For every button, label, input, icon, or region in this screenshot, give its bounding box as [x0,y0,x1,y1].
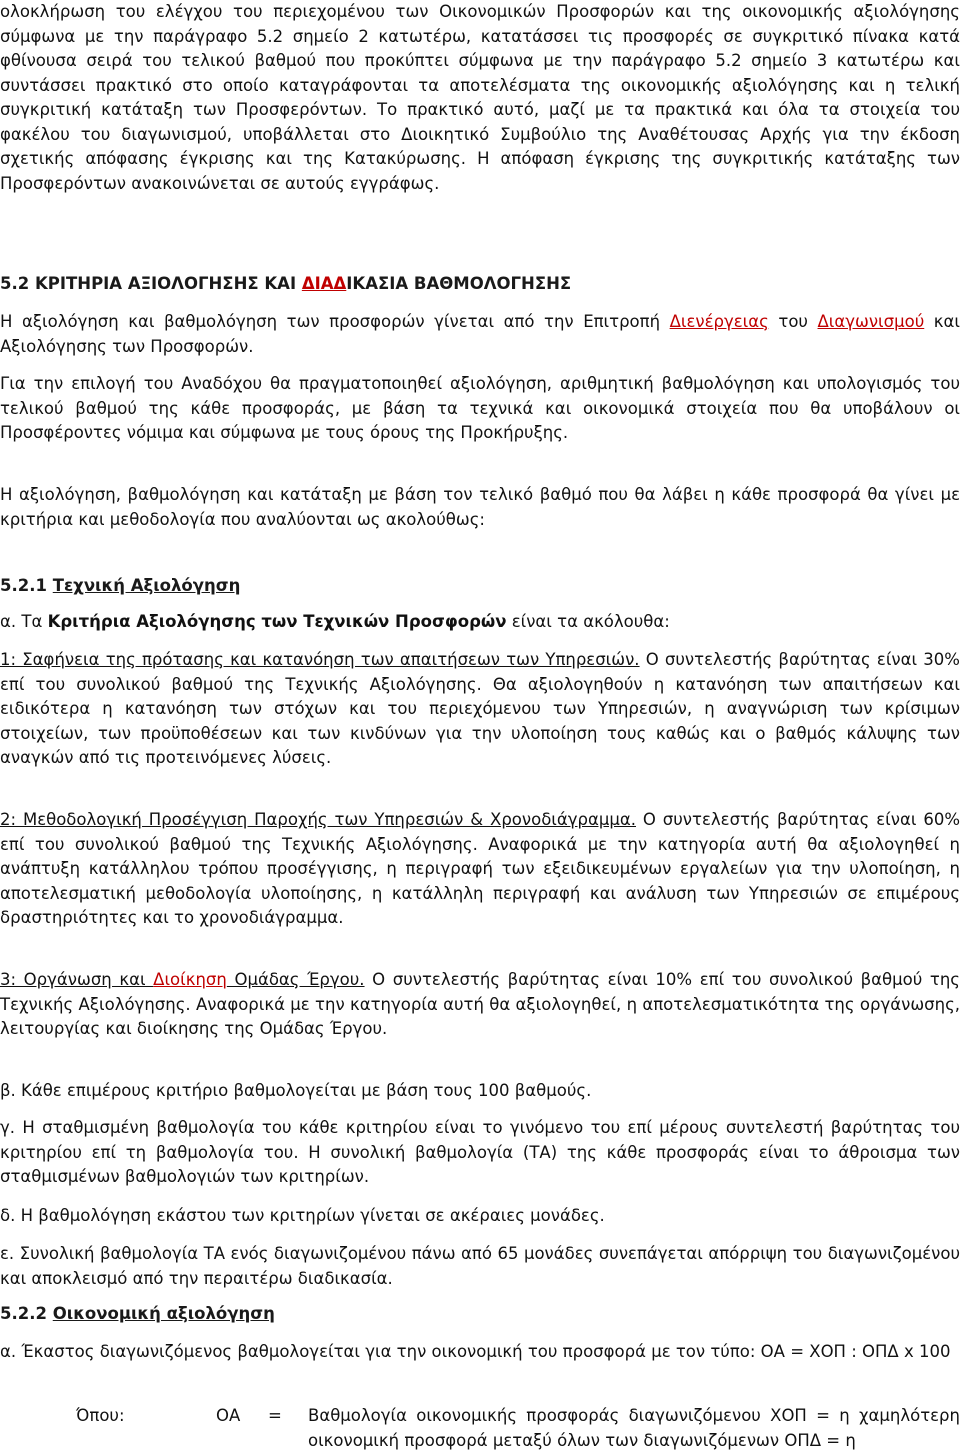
subsection-number: 5.2.1 [0,576,47,595]
section-title-part2: ΙΚΑΣΙΑ ΒΑΘΜΟΛΟΓΗΣΗΣ [346,274,572,293]
p1-text-a: Η αξιολόγηση και βαθμολόγηση των προσφορών γίνεται από την Επιτροπή [0,312,670,331]
section-5-2-paragraph-3: Η αξιολόγηση, βαθμολόγηση και κατάταξη με βάση τον τελικό βαθμό που θα λάβει η κάθε προσφορά θα γίνει με κριτήρια και μεθοδολογία που αναλύονται ως ακολούθως: [0,485,960,529]
criterion-3-text: Ο συντελεστής βαρύτητας είναι 10% επί του συνολικού βαθμού της Τεχνικής Αξιολόγησης. Αναφορικά με την κατηγορία αυτή θα αξιολογηθεί, η αποτελεσματικότητα της οργάνωσης, λειτουργίας και διοίκησης της Ομάδας Έργου. [0,970,960,1038]
section-5-2-paragraph-2: Για την επιλογή του Αναδόχου θα πραγματοποιηθεί αξιολόγηση, αριθμητική βαθμολόγηση και υπολογισμός του τελικού βαθμού της κάθε προσφοράς, με βάση τα τεχνικά και οικονομικά στοιχεία που θα υποβάλουν οι Προσφέροντες νόμιμα και σύμφωνα με τους όρους της Προκήρυξης. [0,374,960,442]
technical-criteria-intro [0,610,960,635]
intro-paragraph: ολοκλήρωση του ελέγχου του περιεχομένου των Οικονομικών Προσφορών και της οικονομικής αξιολόγησης σύμφωνα με την παράγραφο 5.2 σημείο 2 κατωτέρω, κατατάσσει τις προσφορές σε συγκριτικό πίνακα κατά φθίνουσα σειρά του τελικού βαθμού που προκύπτει σύμφωνα με την παράγραφο 5.2 σημείο 3 κατωτέρω και συντάσσει πρακτικό στο οποίο καταγράφονται τα αποτελέσματα της οικονομικής αξιολόγησης και η τελική συγκριτική κατάταξη των Προσφερόντων. Το πρακτικό αυτό, μαζί με τα πρακτικά και όλα τα στοιχεία του φακέλου του διαγωνισμού, υποβάλλεται στο Διοικητικό Συμβούλιο της Αναθέτουσας Αρχής για την έκδοση σχετικής απόφασης έγκρισης και της Κατακύρωσης. Η απόφαση έγκρισης της συγκριτικής κατάταξης των Προσφερόντων ανακοινώνεται σε αυτούς εγγράφως. [0,2,960,193]
criteria-intro-bold: Κριτήρια Αξιολόγησης των Τεχνικών Προσφορών [47,612,507,631]
criterion-3-title-b: Ομάδας Έργου. [226,970,365,989]
criteria-intro-prefix: α. Τα [0,612,48,631]
section-number: 5.2 [0,274,30,293]
p1-text-e: και Αξιολόγησης των Προσφορών. [0,312,960,356]
item-e: ε. Συνολική βαθμολογία ΤΑ ενός διαγωνιζομένου πάνω από 65 μονάδες συνεπάγεται απόρριψη του διαγωνιζομένου και αποκλεισμό από την περαιτέρω διαδικασία. [0,1244,960,1288]
subsection-number: 5.2.2 [0,1304,47,1323]
p1-highlight-b: Διενέργειας [669,312,769,331]
p1-highlight-d: Διαγωνισμού [817,312,925,331]
criterion-1 [0,648,960,771]
criterion-3-title-highlight: Διοίκηση [153,970,227,989]
subsection-title: Οικονομική αξιολόγηση [52,1304,275,1323]
where-label: Όπου: [76,1406,125,1425]
section-title-highlight: ΔΙΑΔ [301,274,347,293]
formula-definitions [0,1404,960,1453]
where-equals: = [268,1406,282,1425]
section-5-2-2-heading [0,1302,960,1327]
economic-formula-paragraph: α. Έκαστος διαγωνιζόμενος βαθμολογείται για την οικονομική του προσφορά με τον τύπο: ΟΑ = ΧΟΠ : ΟΠΔ x 100 [0,1342,951,1361]
where-definition: Βαθμολογία οικονομικής προσφοράς διαγωνιζόμενου ΧΟΠ = η χαμηλότερη οικονομική προσφορά μεταξύ όλων των διαγωνιζόμενων ΟΠΔ = η [308,1406,960,1450]
criterion-3 [0,968,960,1042]
where-symbol: ΟΑ [216,1406,241,1425]
section-title-part1: ΚΡΙΤΗΡΙΑ ΑΞΙΟΛΟΓΗΣΗΣ ΚΑΙ [34,274,302,293]
section-5-2-heading [0,272,960,297]
criterion-2-text: Ο συντελεστής βαρύτητας είναι 60% επί του συνολικού βαθμού της Τεχνικής Αξιολόγησης. Αναφορικά με την κατηγορία αυτή θα αξιολογηθεί η ανάπτυξη κατάλληλου τρόπου προσέγγισης, η περιγραφή των εξειδικευμένων εργαλείων για την υλοποίηση, η αποτελεσματική μεθοδολογία υλοποίησης, η κατάλληλη περιγραφή και ανάλυση των Υπηρεσιών σε επιμέρους δραστηριότητες και το χρονοδιάγραμμα. [0,810,960,927]
criterion-3-title-a: 3: Οργάνωση και [0,970,154,989]
criterion-2-title: 2: Μεθοδολογική Προσέγγιση Παροχής των Υπηρεσιών & Χρονοδιάγραμμα. [0,810,636,829]
subsection-title: Τεχνική Αξιολόγηση [52,576,241,595]
criterion-1-title: 1: Σαφήνεια της πρότασης και κατανόηση των απαιτήσεων των Υπηρεσιών. [0,650,640,669]
criteria-intro-suffix: είναι τα ακόλουθα: [506,612,670,631]
criterion-1-text: Ο συντελεστής βαρύτητας είναι 30% επί του συνολικού βαθμού της Τεχνικής Αξιολόγησης. Θα αξιολογηθούν η κατανόηση των απαιτήσεων και ειδικότερα η κατανόηση των στόχων και του περιεχόμενου των Υπηρεσιών, η αναγνώριση των κρίσιμων στοιχείων, των προϋποθέσεων και των κινδύνων για την υλοποίηση τους καθώς και ο βαθμός κάλυψης των αναγκών από τις προτεινόμενες λύσεις. [0,650,960,767]
formula-row [0,1404,960,1453]
item-d: δ. Η βαθμολόγηση εκάστου των κριτηρίων γίνεται σε ακέραιες μονάδες. [0,1206,605,1225]
section-5-2-1-heading [0,574,960,599]
p1-text-c: του [768,312,818,331]
item-c: γ. Η σταθμισμένη βαθμολογία του κάθε κριτηρίου είναι το γινόμενο του επί μέρους συντελεστή βαρύτητας του κριτηρίου επί τη βαθμολογία του. Η συνολική βαθμολογία (ΤΑ) της κάθε προσφοράς είναι το άθροισμα των σταθμισμένων βαθμολογιών των κριτηρίων. [0,1118,960,1186]
criterion-2 [0,808,960,931]
section-5-2-paragraph-1 [0,310,960,359]
item-b: β. Κάθε επιμέρους κριτήριο βαθμολογείται με βάση τους 100 βαθμούς. [0,1081,592,1100]
